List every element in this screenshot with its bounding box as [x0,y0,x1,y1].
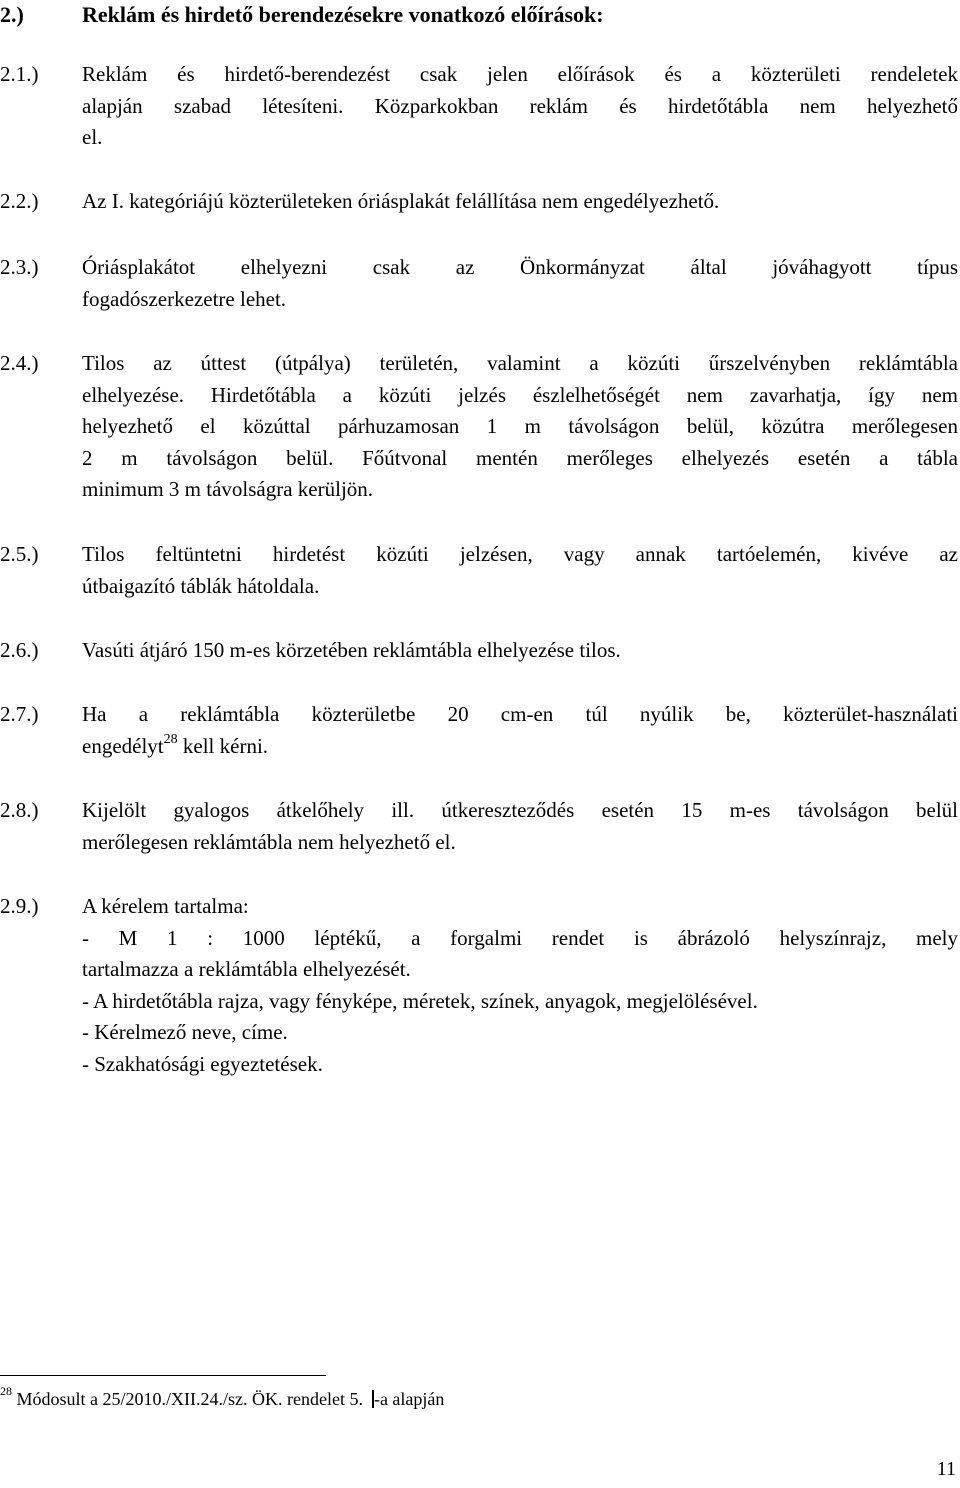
rule-line: el. [82,125,103,149]
rule-text [82,186,958,218]
rule-line: Tilos az úttest (útpálya) területén, valamint a közúti űrszelvényben reklámtábla [82,351,958,375]
rule-line: tartalmazza a reklámtábla elhelyezését. [82,957,411,981]
rule-line: minimum 3 m távolságra kerüljön. [82,477,374,501]
rule-line: - M 1 : 1000 léptékű, a forgalmi rendet is ábrázoló helyszínrajz, mely [82,925,958,950]
rule-line: merőlegesen reklámtábla nem helyezhető el. [82,829,456,854]
rule-line: Óriásplakátot elhelyezni csak az Önkormányzat által jóváhagyott típus [82,255,958,279]
rule-line: A kérelem tartalma: [82,894,249,918]
rule-text [82,539,958,602]
rule-number: 2.7.) [0,702,39,726]
rule-number: 2.8.) [0,798,39,822]
rule-text [82,348,958,506]
rule-number: 2.3.) [0,255,39,279]
section-title: Reklám és hirdető berendezésekre vonatkozó előírások: [82,2,604,27]
rule-line: útbaigazító táblák hátoldala. [82,573,320,598]
section-sign-icon [363,1390,374,1408]
rule-text [82,891,958,1080]
rule-line: - Kérelmező neve, címe. [82,1020,288,1044]
footnote-text: Módosult a 25/2010./XII.24./sz. ÖK. rendelet 5. [12,1389,363,1409]
rule-number: 2.6.) [0,638,39,662]
rule-line: alapján szabad létesíteni. Közparkokban reklám és hirdetőtábla nem helyezhető [82,93,958,118]
rule-text [82,699,958,762]
rule-line-text: engedélyt [82,733,164,758]
rule-number: 2.9.) [0,894,39,918]
rule-line-text: kell kérni. [177,733,269,758]
rule-text [82,635,958,667]
rule-line: Vasúti átjáró 150 m-es körzetében reklámtábla elhelyezése tilos. [82,638,621,662]
rule-line: Kijelölt gyalogos átkelőhely ill. útkereszteződés esetén 15 m-es távolságon belül [82,798,958,822]
rule-line: elhelyezése. Hirdetőtábla a közúti jelzés észlelhetőségét nem zavarhatja, így nem [82,382,958,407]
rule-line: Reklám és hirdető-berendezést csak jelen előírások és a közterületi rendeletek [82,62,958,86]
footnote-mark: 28 [0,1384,12,1398]
section-number: 2.) [0,2,24,27]
rule-line: Tilos feltüntetni hirdetést közúti jelzésen, vagy annak tartóelemén, kivéve az [82,542,958,566]
footnote [0,1384,445,1411]
rule-line: - A hirdetőtábla rajza, vagy fényképe, méretek, színek, anyagok, megjelölésével. [82,988,758,1013]
rule-line: - Szakhatósági egyeztetések. [82,1051,323,1076]
rule-line: fogadószerkezetre lehet. [82,286,287,311]
rule-text [82,59,958,154]
rule-line: Ha a reklámtábla közterületbe 20 cm-en túl nyúlik be, közterület-használati [82,702,958,726]
rule-number: 2.5.) [0,542,39,566]
page-number: 11 [936,1458,956,1480]
rule-number: 2.1.) [0,62,39,86]
rule-line: 2 m távolságon belül. Főútvonal mentén merőleges elhelyezés esetén a tábla [82,445,958,470]
rule-line: helyezhető el közúttal párhuzamosan 1 m távolságon belül, közútra merőlegesen [82,414,958,438]
footnote-text: -a alapján [373,1389,445,1409]
rule-line [82,731,958,763]
rule-text [82,252,958,315]
rule-text [82,795,958,858]
rule-number: 2.4.) [0,351,39,375]
footnote-reference: 28 [163,731,178,747]
rule-number: 2.2.) [0,189,39,213]
rule-line: Az I. kategóriájú közterületeken óriásplakát felállítása nem engedélyezhető. [82,189,720,213]
footnote-separator [0,1375,326,1376]
